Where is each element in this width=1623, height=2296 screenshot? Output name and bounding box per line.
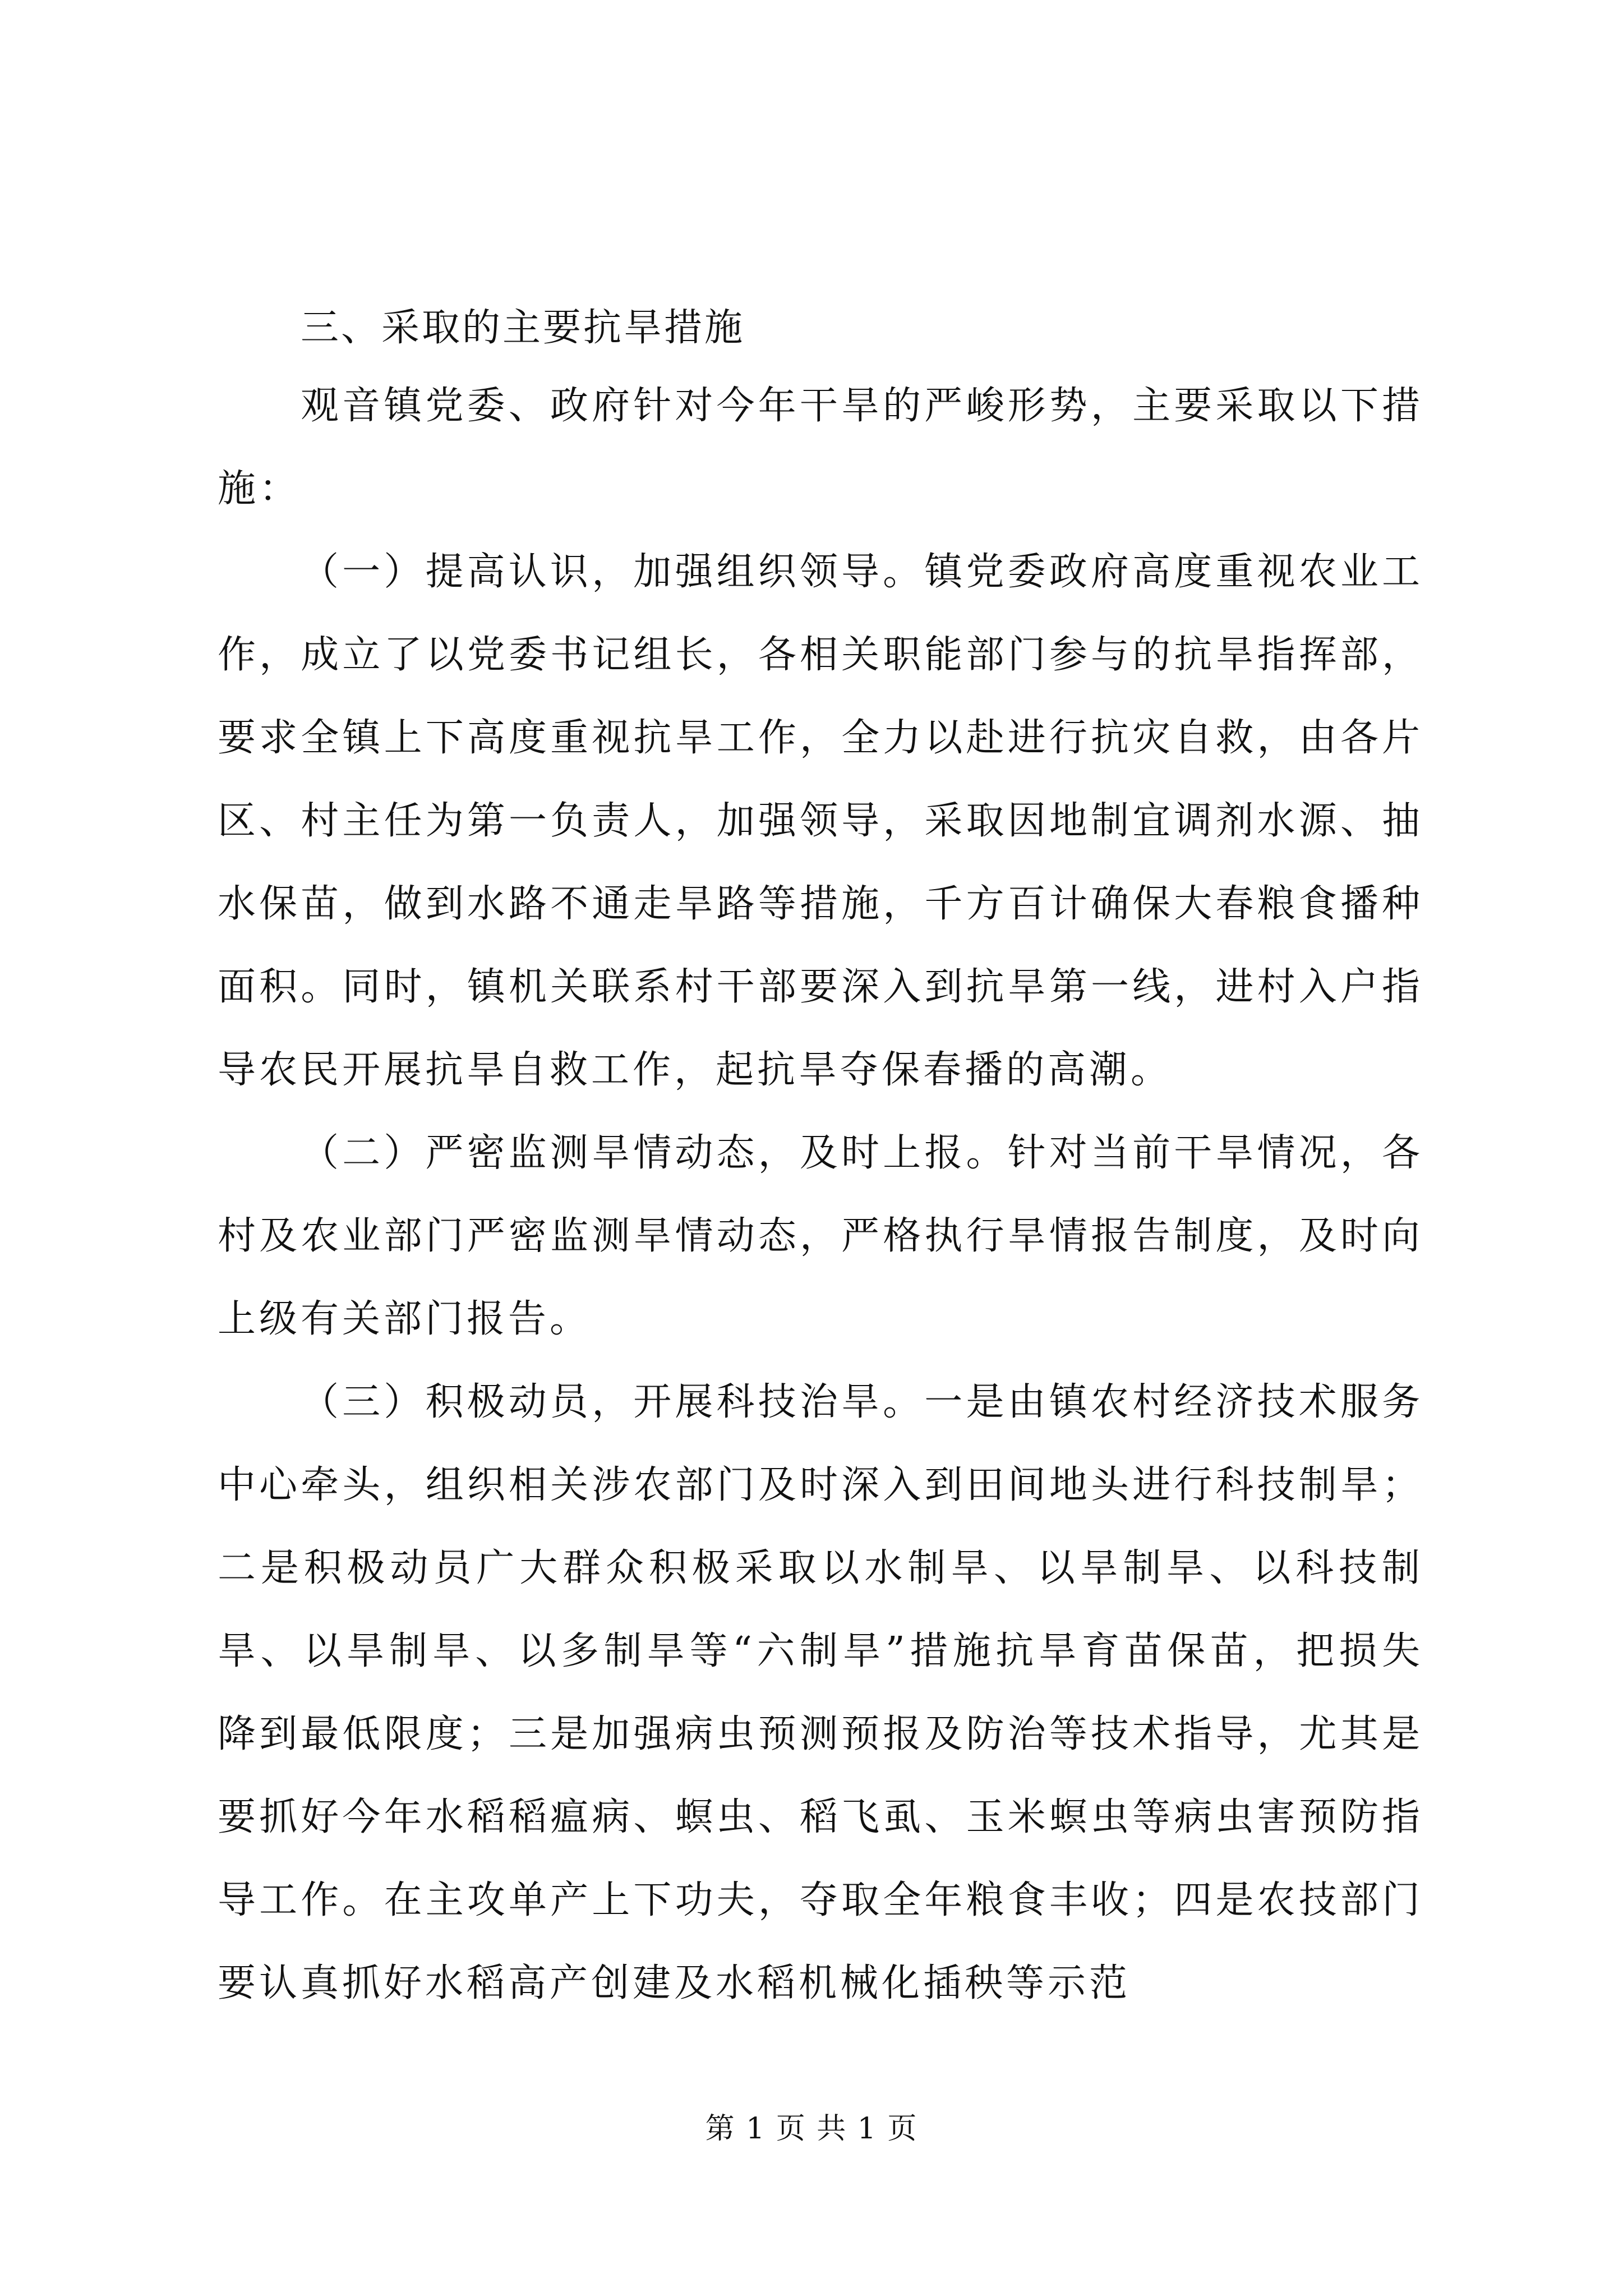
paragraph-intro: 观音镇党委、政府针对今年干旱的严峻形势，主要采取以下措施： [218,384,1423,511]
paragraph-measure-1: （一）提高认识，加强组织领导。镇党委政府高度重视农业工作，成立了以党委书记组长，各相关职能部门参与的抗旱指挥部，要求全镇上下高度重视抗旱工作，全力以赴进行抗灾自救，由各片区、村主任为第一负责人，加强领导，采取因地制宜调剂水源、抽水保苗，做到水路不通走旱路等措施，千方百计确保大春粮食播种面积。同时，镇机关联系村干部要深入到抗旱第一线，进村入户指导农民开展抗旱自救工作，起抗旱夺保春播的高潮。 [218,550,1423,1092]
paragraph-measure-2: （二）严密监测旱情动态，及时上报。针对当前干旱情况，各村及农业部门严密监测旱情动态，严格执行旱情报告制度，及时向上级有关部门报告。 [218,1131,1423,1341]
paragraph-measure-3: （三）积极动员，开展科技治旱。一是由镇农村经济技术服务中心牵头，组织相关涉农部门及时深入到田间地头进行科技制旱；二是积极动员广大群众积极采取以水制旱、以旱制旱、以科技制旱、以旱制旱、以多制旱等“六制旱”措施抗旱育苗保苗，把损失降到最低限度；三是加强病虫预测预报及防治等技术指导，尤其是要抓好今年水稻稻瘟病、螟虫、稻飞虱、玉米螟虫等病虫害预防指导工作。在主攻单产上下功夫，夺取全年粮食丰收；四是农技部门要认真抓好水稻高产创建及水稻机械化插秧等示范 [218,1380,1423,2005]
section-heading: 三、采取的主要抗旱措施 [301,306,745,350]
page-footer: 第 1 页 共 1 页 [705,2112,918,2146]
document-body [218,292,1423,2025]
